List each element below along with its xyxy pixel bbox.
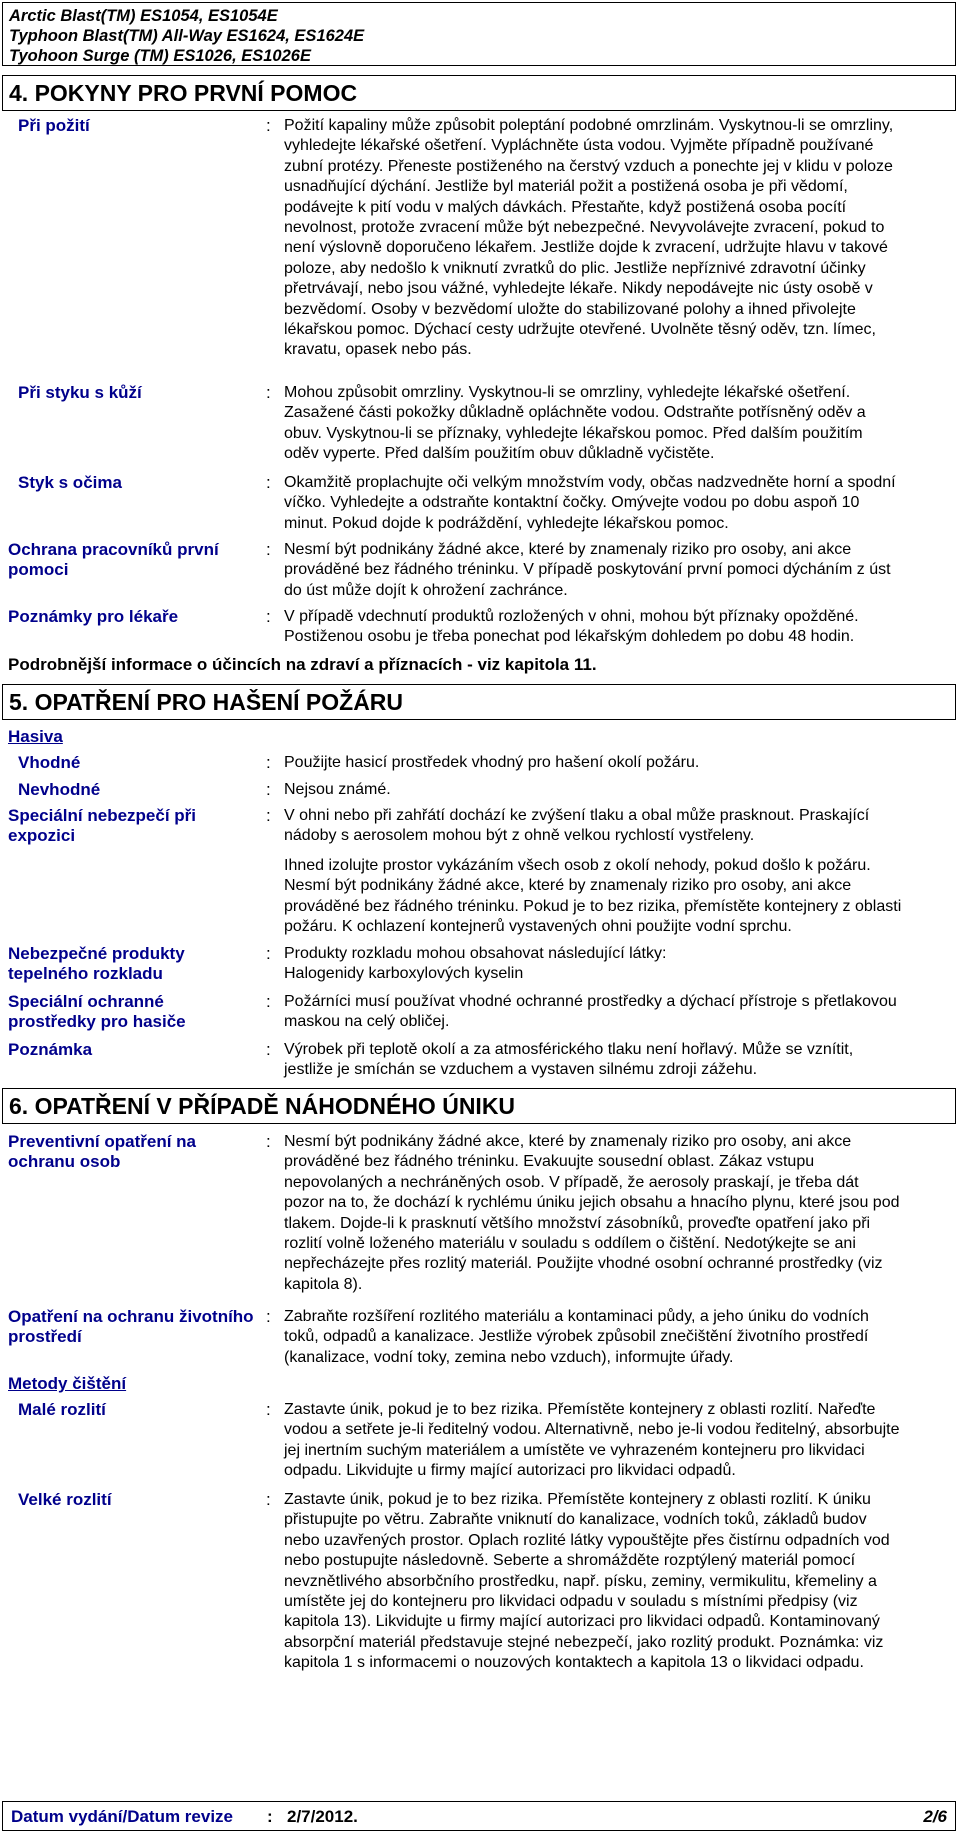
product-line: Tyohoon Surge (TM) ES1026, ES1026E [9, 47, 311, 65]
colon: : [266, 806, 271, 825]
text-line: nebo uzavřených prostor. Oplach rozlité látky vypouštějte přes čistírnu odpadních vod [284, 1531, 890, 1549]
text-large-spill [284, 1490, 956, 1674]
text-line: Nesmí být podnikány žádné akce, které by znamenaly riziko pro osoby, ani akce [284, 541, 852, 558]
colon: : [266, 1490, 271, 1509]
text-special-hazards-extra [284, 856, 956, 938]
text-notes-physician [284, 607, 956, 648]
text-line: prováděné bez řádného tréninku. V případě poskytování první pomoci dýcháním z úst [284, 561, 891, 579]
text-line: nepřecházejte přes rozlitý materiál. Použijte vhodné osobní ochranné prostředky (viz [284, 1255, 883, 1273]
text-line: usnadňující dýchání. Jestliže byl materiál požit a postižená osoba je při vědomí, [284, 178, 848, 196]
text-line: tlakem. Dojde-li k prasknutí většího množství zásobníků, proveďte opatření jako při [284, 1214, 871, 1232]
label-line: Preventivní opatření na [8, 1132, 196, 1151]
text-line: prováděné bez řádného tréninku. Pokud je to bez rizika, přemístěte kontejnery z oblasti [284, 897, 902, 915]
label-special-hazards [8, 806, 196, 846]
label-line: expozici [8, 826, 76, 845]
text-line: minut. Pokud dojde k podráždění, vyhledejte lékařskou pomoc. [284, 514, 729, 532]
label-environmental-precautions [8, 1307, 254, 1347]
label-line: Nebezpečné produkty [8, 944, 185, 963]
colon: : [266, 1400, 271, 1419]
text-line: jestliže je smíchán se vzduchem a vystaven silnému zdroji zážehu. [284, 1061, 758, 1079]
text-line: do úst může dojít k ohrožení zachránce. [284, 581, 568, 599]
colon: : [266, 607, 271, 626]
colon: : [266, 944, 271, 963]
label-firefighter-equipment [8, 992, 186, 1032]
footer-date-value: 2/7/2012. [287, 1807, 358, 1826]
text-line: Okamžitě proplachujte oči velkým množstvím vody, občas nadzvedněte horní a spodní [284, 474, 896, 491]
label-line: Speciální ochranné [8, 992, 164, 1011]
label-decomposition-products [8, 944, 185, 984]
label-skin: Při styku s kůží [18, 383, 142, 402]
text-environmental-precautions [284, 1307, 956, 1368]
text-line: kapitola 8). [284, 1275, 363, 1293]
text-line: Mohou způsobit omrzliny. Vyskytnou-li se omrzliny, vyhledejte lékařské ošetření. [284, 384, 851, 401]
text-line: zubní protézy. Přeneste postiženého na čerstvý vzduch a ponechte jej v klidu v poloze [284, 157, 893, 175]
label-line: pomoci [8, 560, 69, 579]
text-line: Zasažené části pokožky důkladně opláchněte vodou. Odstraňte potřísněný oděv a [284, 404, 866, 422]
text-first-aid-protection [284, 540, 956, 601]
product-line: Typhoon Blast(TM) All-Way ES1624, ES1624E [9, 27, 365, 45]
label-eyes: Styk s očima [18, 473, 122, 492]
text-line: Ihned izolujte prostor vykázáním všech osob z okolí nehody, pokud došlo k požáru. [284, 857, 871, 874]
text-line: podávejte k pití vodu v malých dávkách. Přestaňte, když postižená osoba pocítí [284, 198, 847, 216]
text-line: (kanalizace, vodní toky, zemina nebo vzduch), informujte úřady. [284, 1348, 734, 1366]
text-line: nebo postupujte následovně. Seberte a shromážděte rozptýlený materiál pomocí [284, 1552, 856, 1570]
text-line: obuv. Vyskytnou-li se příznaky, vyhledejte lékařskou pomoc. Před dalším použitím [284, 424, 863, 442]
text-line: přetrvávají, nebo jsou vážné, vyhledejte lékaře. Nikdy nepodávejte nic ústy osobě v [284, 280, 873, 298]
text-line: nepovolaných a nechráněných osob. V případě, že aerosoly praskají, je třeba dát [284, 1173, 859, 1191]
colon: : [267, 1807, 273, 1826]
text-line: nevznětlivého absorbčního prostředku, např. písku, zeminy, vermikulitu, křemeliny a [284, 1572, 877, 1590]
label-ingestion: Při požití [18, 116, 90, 135]
section-4-title: 4. POKYNY PRO PRVNÍ POMOC [2, 75, 956, 111]
page-footer [2, 1801, 956, 1831]
text-line: bezvědomí. Osoby v bezvědomí uložte do stabilizované polohy a ihned přivolejte [284, 300, 856, 318]
text-line: V případě vdechnutí produktů rozložených v ohni, mohou být příznaky opožděné. [284, 608, 859, 625]
label-notes-physician: Poznámky pro lékaře [8, 607, 179, 626]
label-line: Speciální nebezpečí při [8, 806, 197, 825]
label-line: prostředí [8, 1327, 82, 1346]
section-4-note: Podrobnější informace o účincích na zdraví a příznacích - viz kapitola 11. [8, 655, 597, 674]
section-6-title: 6. OPATŘENÍ V PŘÍPADĚ NÁHODNÉHO ÚNIKU [2, 1088, 956, 1124]
text-line: Zastavte únik, pokud je to bez rizika. Přemístěte kontejnery z oblasti rozlití. K úniku [284, 1491, 871, 1508]
colon: : [266, 1132, 271, 1151]
colon: : [266, 540, 271, 559]
text-line: lékařskou pomoc. Dýchací cesty udržujte otevřené. Uvolněte těsný oděv, tzn. límec, [284, 321, 876, 339]
text-suitable [284, 753, 956, 773]
text-line: Produkty rozkladu mohou obsahovat následující látky: [284, 945, 667, 962]
label-small-spill: Malé rozlití [18, 1400, 106, 1419]
text-line: kravatu, opasek nebo pás. [284, 341, 472, 359]
text-line: Nejsou známé. [284, 781, 391, 798]
text-line: umístěte jej do kontejneru pro likvidaci odpadu v souladu s místními předpisy (viz [284, 1593, 858, 1611]
section-5-title: 5. OPATŘENÍ PRO HAŠENÍ POŽÁRU [2, 684, 956, 720]
label-large-spill: Velké rozlití [18, 1490, 112, 1509]
text-firefighter-equipment [284, 992, 956, 1033]
text-line: Halogenidy karboxylových kyselin [284, 965, 524, 983]
text-line: prováděné bez řádného tréninku. Evakuujte sousední oblast. Zákaz vstupu [284, 1153, 815, 1171]
product-line: Arctic Blast(TM) ES1054, ES1054E [9, 7, 278, 25]
text-line: toků, odpadů a kanalizace. Jestliže výrobek způsobil znečištění životního prostředí [284, 1328, 869, 1346]
text-line: oděv vyperte. Před dalším použitím obuv důkladně vyčistěte. [284, 445, 715, 463]
text-line: poloze, aby nedošlo k vniknutí zvratků do plic. Jestliže nepříznivé zdravotní účinky [284, 259, 866, 277]
label-suitable: Vhodné [18, 753, 81, 772]
text-line: vyhledejte lékařské ošetření. Vypláchněte ústa vodou. Vyjměte případně používané [284, 137, 874, 155]
text-line: Nesmí být podnikány žádné akce, které by znamenaly riziko pro osoby, ani akce [284, 877, 852, 895]
text-personal-precautions [284, 1132, 956, 1295]
text-line: Zabraňte rozšíření rozlitého materiálu a kontaminaci půdy, a jeho úniku do vodních [284, 1308, 869, 1325]
text-skin [284, 383, 956, 465]
colon: : [266, 753, 271, 772]
text-line: požáru. K ochlazení kontejnerů vystavených ohni použijte vodní sprchu. [284, 918, 792, 936]
page-number: 2/6 [923, 1807, 947, 1826]
text-line: Požárníci musí používat vhodné ochranné prostředky a dýchací přístroje s přetlakovou [284, 993, 897, 1010]
text-line: kapitola 13). Likvidujte u firmy mající autorizaci pro likvidaci odpadů. Kontaminovaný [284, 1613, 880, 1631]
text-line: Požití kapaliny může způsobit poleptání podobné omrzlinám. Vyskytnou-li se omrzliny, [284, 117, 894, 134]
text-line: jej inertním suchým materiálem a umístěte ve vyhrazeném kontejneru pro likvidaci [284, 1441, 865, 1459]
text-eyes [284, 473, 956, 534]
colon: : [266, 992, 271, 1011]
text-line: Nesmí být podnikány žádné akce, které by znamenaly riziko pro osoby, ani akce [284, 1133, 852, 1150]
product-header [2, 2, 956, 66]
text-special-hazards [284, 806, 956, 847]
subheading-cleanup-methods: Metody čištění [8, 1374, 127, 1393]
text-small-spill [284, 1400, 956, 1482]
colon: : [266, 473, 271, 492]
text-line: Výrobek při teplotě okolí a za atmosférického tlaku není hořlavý. Může se vznítit, [284, 1041, 854, 1058]
text-line: není výslovně doporučeno lékařem. Jestliže dojde k zvracení, udržujte hlavu v takové [284, 239, 888, 257]
label-line: prostředky pro hasiče [8, 1012, 186, 1031]
colon: : [266, 1307, 271, 1326]
text-unsuitable [284, 780, 956, 800]
text-line: rozlití volně loženého materiálu v souladu s oddílem o čištění. Nedotýkejte se ani [284, 1235, 856, 1253]
text-line: vodou a setřete je-li ředitelný vodou. Alternativně, nebo je-li vodou ředitelný, absorbujte [284, 1421, 900, 1439]
text-line: víčko. Vyhledejte a odstraňte kontaktní čočky. Omývejte vodou po dobu aspoň 10 [284, 494, 860, 512]
text-line: nádoby s aerosolem mohou být z ohně velkou rychlostí vystřeleny. [284, 827, 755, 845]
label-remark: Poznámka [8, 1040, 93, 1059]
label-line: tepelného rozkladu [8, 964, 163, 983]
label-line: Ochrana pracovníků první [8, 540, 219, 559]
text-line: Zastavte únik, pokud je to bez rizika. Přemístěte kontejnery z oblasti rozlití. Nařeďte [284, 1401, 876, 1418]
text-line: odpadu. Likvidujte u firmy mající autorizaci pro likvidaci odpadů. [284, 1462, 736, 1480]
text-line: nevolnost, protože zvracení může být nebezpečné. Nevyvolávejte zvracení, pokud to [284, 219, 885, 237]
text-line: pozor na to, že dochází k rychlému úniku jejich obsahu a hnacího plynu, které jsou pod [284, 1194, 900, 1212]
text-line: V ohni nebo při zahřátí dochází ke zvýšení tlaku a obal může prasknout. Praskající [284, 807, 870, 824]
text-line: Použijte hasicí prostředek vhodný pro hašení okolí požáru. [284, 754, 700, 771]
label-first-aid-protection [8, 540, 219, 580]
text-remark [284, 1040, 956, 1081]
text-decomposition-products [284, 944, 956, 985]
label-personal-precautions [8, 1132, 196, 1172]
colon: : [266, 116, 271, 135]
text-ingestion [284, 116, 956, 361]
label-unsuitable: Nevhodné [18, 780, 101, 799]
colon: : [266, 383, 271, 402]
colon: : [266, 780, 271, 799]
text-line: absorpční materiál představuje stejné nebezpečí, jako rozlitý produkt. Poznámka: viz [284, 1633, 884, 1651]
text-line: kapitola 1 s informacemi o nouzových kontaktech a kapitola 13 o likvidaci odpadu. [284, 1654, 864, 1672]
subheading-extinguishing-media: Hasiva [8, 727, 63, 746]
text-line: přistupujte po větru. Zabraňte vniknutí do kanalizace, vodních toků, základů budov [284, 1511, 867, 1529]
footer-date-label: Datum vydání/Datum revize [11, 1807, 234, 1826]
colon: : [266, 1040, 271, 1059]
label-line: ochranu osob [8, 1152, 121, 1171]
text-line: Postiženou osobu je třeba ponechat pod lékařským dohledem po dobu 48 hodin. [284, 628, 855, 646]
label-line: Opatření na ochranu životního [8, 1307, 254, 1326]
text-line: maskou na celý obličej. [284, 1013, 450, 1031]
